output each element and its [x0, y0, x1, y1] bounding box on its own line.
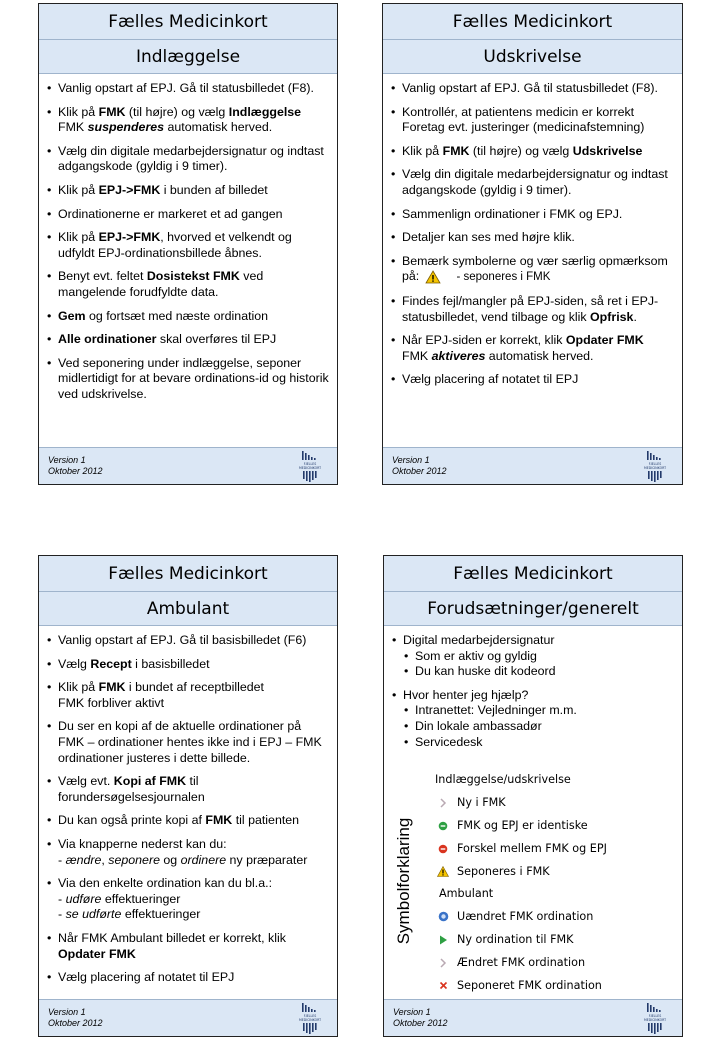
legend-label: Seponeres i FMK: [457, 865, 550, 878]
item-text: (til højre) og vælg: [125, 104, 229, 119]
item-italic: seponere: [108, 852, 160, 867]
item-text: Klik på: [402, 143, 443, 158]
legend-label: FMK og EPJ er identiske: [457, 819, 588, 832]
item-text: Kontrollér, at patientens medicin er korrekt Foretag evt. justeringer (medicinafstemning): [402, 104, 645, 135]
logo-text: MEDICINKORT: [299, 1018, 321, 1022]
legend-row: [435, 974, 607, 997]
item-text: ,: [101, 852, 109, 867]
card-title: Fælles Medicinkort: [39, 556, 337, 592]
date-label: Oktober 2012: [48, 1018, 103, 1028]
instruction-list: [39, 626, 337, 986]
list-item: [391, 333, 674, 364]
legend-label: Ændret FMK ordination: [457, 956, 586, 969]
item-keyword: FMK: [442, 143, 470, 158]
card-ambulant: [38, 555, 338, 1037]
item-italic: udføre: [65, 891, 102, 906]
sub-item: • Din lokale ambassadør: [403, 719, 674, 735]
legend-heading: Indlæggelse/udskrivelse: [435, 773, 571, 786]
item-text: Vælg din digitale medarbejdersignatur og indtast adgangskode (gyldig i 9 timer).: [58, 143, 324, 174]
item-text: Vælg: [58, 656, 91, 671]
version-info: [393, 1007, 448, 1029]
item-keyword: Dosistekst FMK: [146, 269, 240, 284]
card-forudsaetninger: [383, 555, 683, 1037]
item-text: .: [633, 309, 637, 324]
item-text: - seponeres i FMK: [456, 271, 551, 284]
card-title: Fælles Medicinkort: [384, 556, 682, 592]
list-item: [391, 105, 674, 136]
version-info: [48, 455, 103, 477]
item-text: Benyt evt. feltet: [58, 269, 147, 284]
list-item: [47, 813, 329, 829]
logo-text: MEDICINKORT: [644, 1018, 666, 1022]
item-text: FMK forbliver aktivt: [58, 695, 165, 710]
item-text: og: [159, 852, 181, 867]
item-text: effektueringer: [101, 891, 181, 906]
list-item: [47, 230, 329, 261]
item-keyword: EPJ->FMK: [98, 230, 161, 245]
list-item: [47, 309, 329, 325]
vertical-label-text: Symbolforklaring: [394, 817, 413, 945]
item-keyword: FMK: [205, 813, 233, 828]
item-text: , hvorved et velkendt og udfyldt EPJ-ordinationsbillede åbnes.: [58, 230, 292, 260]
item-keyword: aktiveres: [431, 348, 486, 363]
item-text: Når EPJ-siden er korrekt, klik: [402, 333, 566, 348]
item-keyword: Recept: [90, 656, 132, 671]
legend-row: [435, 951, 607, 974]
legend-row: [435, 928, 607, 951]
warning-icon: [425, 270, 441, 284]
item-text: i basisbilledet: [131, 656, 210, 671]
date-label: Oktober 2012: [48, 466, 103, 476]
sub-item: • Servicedesk: [403, 735, 674, 751]
card-footer: [39, 447, 337, 484]
item-text: til forundersøgelsesjournalen: [58, 774, 205, 804]
sub-item: • Som er aktiv og gyldig: [403, 649, 674, 665]
item-text: Via knapperne nederst kan du:: [58, 836, 227, 851]
item-text: Når FMK Ambulant billedet er korrekt, klik: [58, 930, 286, 945]
list-item: [391, 230, 674, 246]
item-italic: ændre: [65, 852, 102, 867]
blue-circle-icon: [435, 911, 451, 922]
item-text: og fortsæt med næste ordination: [85, 308, 269, 323]
legend-row: [435, 905, 607, 928]
item-text: -: [58, 907, 66, 922]
card-footer: [383, 447, 682, 484]
item-text: Ved seponering under indlæggelse, seponer midlertidigt for at bevare ordinations-id og historik ved udskrivelse.: [58, 355, 329, 401]
logo-text: FÆLLES: [648, 462, 662, 466]
item-text: Vanlig opstart af EPJ. Gå til statusbilledet (F8).: [402, 81, 658, 95]
list-item: [47, 144, 329, 175]
list-item: [47, 269, 329, 300]
list-item: [47, 837, 329, 868]
faelles-medicinkort-logo-icon: [299, 451, 321, 483]
item-keyword: Kopi af FMK: [113, 774, 187, 789]
legend-label: Forskel mellem FMK og EPJ: [457, 842, 607, 855]
legend-label: Ny i FMK: [457, 796, 506, 809]
logo-text: FÆLLES: [303, 1014, 317, 1018]
legend-label: Seponeret FMK ordination: [457, 979, 602, 992]
item-text: effektueringer: [121, 907, 201, 922]
item-keyword: Alle ordinationer: [58, 332, 157, 347]
card-title: Fælles Medicinkort: [39, 4, 337, 40]
item-italic: se udførte: [65, 907, 122, 922]
warning-icon: [435, 866, 451, 877]
list-item: [47, 332, 329, 348]
list-item: [47, 774, 329, 805]
item-text: Vælg evt.: [58, 774, 114, 789]
version-label: Version 1: [48, 455, 86, 465]
item-text: i bunden af billedet: [160, 182, 268, 197]
card-title: Fælles Medicinkort: [383, 4, 682, 40]
item-keyword: suspenderes: [87, 120, 165, 135]
item-text: -: [58, 852, 66, 867]
logo-text: FÆLLES: [303, 462, 317, 466]
symbol-legend: [435, 769, 607, 997]
item-text: ny præparater: [226, 852, 308, 867]
list-item: [392, 688, 674, 750]
green-play-icon: [435, 935, 451, 945]
version-info: [48, 1007, 103, 1029]
item-text: FMK: [58, 120, 88, 135]
faelles-medicinkort-logo-icon: [299, 1003, 321, 1035]
version-label: Version 1: [392, 455, 430, 465]
logo-text: MEDICINKORT: [644, 466, 666, 470]
green-circle-icon: [435, 821, 451, 831]
item-text: til patienten: [232, 813, 300, 828]
item-text: Sammenlign ordinationer i FMK og EPJ.: [402, 206, 623, 221]
legend-row: [435, 860, 607, 883]
item-text: -: [58, 891, 66, 906]
list-item: [391, 144, 674, 160]
item-italic: ordinere: [180, 852, 227, 867]
item-text: Du ser en kopi af de aktuelle ordinationer på FMK – ordinationer hentes ikke ind i EPJ – FMK ordinationer justeres i dette billede.: [58, 719, 322, 765]
card-udskrivelse: [382, 3, 683, 485]
card-subtitle: Ambulant: [39, 592, 337, 626]
card-subtitle: Indlæggelse: [39, 40, 337, 74]
list-item: [392, 633, 674, 680]
list-item: [391, 372, 674, 388]
item-keyword: EPJ->FMK: [98, 182, 161, 197]
legend-label: Uændret FMK ordination: [457, 910, 594, 923]
list-item: [47, 657, 329, 673]
item-keyword: FMK: [98, 104, 126, 119]
item-text: Klik på: [58, 182, 99, 197]
sub-item: • Du kan huske dit kodeord: [403, 664, 674, 680]
instruction-list: [384, 626, 682, 750]
list-item: [47, 183, 329, 199]
item-text: Detaljer kan ses med højre klik.: [402, 230, 575, 245]
item-keyword: Opdater FMK: [58, 946, 136, 961]
item-text: Ordinationerne er markeret et ad gangen: [58, 206, 283, 221]
item-text: Vanlig opstart af EPJ. Gå til statusbilledet (F8).: [58, 81, 314, 95]
instruction-list: [383, 74, 682, 388]
list-item: [391, 294, 674, 325]
item-text: Findes fejl/mangler på EPJ-siden, så ret i EPJ-statusbilledet, vend tilbage og klik: [402, 293, 659, 324]
list-item: [47, 105, 329, 136]
card-footer: [384, 999, 682, 1036]
list-item: [47, 680, 329, 711]
item-keyword: Opfrisk: [590, 309, 634, 324]
list-item: [391, 81, 674, 97]
card-subtitle: Forudsætninger/generelt: [384, 592, 682, 626]
list-item: [391, 167, 674, 198]
list-item: [47, 970, 329, 986]
list-item: [391, 207, 674, 223]
version-info: [392, 455, 447, 477]
faelles-medicinkort-logo-icon: [644, 451, 666, 483]
item-text: Vælg din digitale medarbejdersignatur og indtast adgangskode (gyldig i 9 timer).: [402, 167, 668, 197]
list-item: [47, 876, 329, 923]
red-circle-icon: [435, 844, 451, 854]
date-label: Oktober 2012: [393, 1018, 448, 1028]
list-item: [47, 719, 329, 766]
item-keyword: Opdater FMK: [565, 333, 644, 348]
chevron-right-icon: [435, 798, 451, 808]
logo-text: MEDICINKORT: [299, 466, 321, 470]
list-item: [391, 254, 674, 286]
legend-row: [435, 837, 607, 860]
item-keyword: Gem: [58, 308, 86, 323]
item-text: Vanlig opstart af EPJ. Gå til basisbilledet (F6): [58, 633, 307, 647]
version-label: Version 1: [48, 1007, 86, 1017]
list-item: [47, 356, 329, 403]
card-footer: [39, 999, 337, 1036]
symbolforklaring-label: [392, 786, 416, 976]
item-text: Via den enkelte ordination kan du bl.a.:: [58, 876, 273, 891]
item-text: Du kan også printe kopi af: [58, 813, 206, 828]
item-text: skal overføres til EPJ: [156, 332, 277, 347]
version-label: Version 1: [393, 1007, 431, 1017]
legend-heading: Ambulant: [439, 887, 494, 900]
faelles-medicinkort-logo-icon: [644, 1003, 666, 1035]
list-item: [47, 81, 329, 97]
item-text: automatisk herved.: [485, 348, 594, 363]
date-label: Oktober 2012: [392, 466, 447, 476]
item-text: automatisk herved.: [164, 120, 273, 135]
item-text: Vælg placering af notatet til EPJ: [58, 970, 235, 985]
item-text: Klik på: [58, 230, 99, 245]
item-keyword: Indlæggelse: [228, 104, 302, 119]
item-text: FMK: [402, 348, 432, 363]
card-subtitle: Udskrivelse: [383, 40, 682, 74]
red-x-icon: [435, 981, 451, 990]
item-text: (til højre) og vælg: [469, 143, 573, 158]
list-item: [47, 931, 329, 962]
card-indlaeggelse: [38, 3, 338, 485]
item-text: Klik på: [58, 104, 99, 119]
legend-label: Ny ordination til FMK: [457, 933, 574, 946]
logo-text: FÆLLES: [648, 1014, 662, 1018]
item-text: ved mangelende forudfyldte data.: [58, 269, 264, 299]
item-keyword: FMK: [98, 680, 126, 695]
item-text: Vælg placering af notatet til EPJ: [402, 372, 579, 387]
list-item: [47, 207, 329, 223]
item-text: Hvor henter jeg hjælp?: [403, 687, 529, 702]
item-text: Digital medarbejdersignatur: [403, 633, 555, 647]
list-item: [47, 633, 329, 649]
legend-row: [435, 814, 607, 837]
chevron-right-icon: [435, 958, 451, 968]
instruction-list: [39, 74, 337, 403]
item-text: i bundet af receptbilledet: [125, 680, 264, 695]
item-keyword: Udskrivelse: [572, 143, 643, 158]
item-text: Bemærk symbolerne og vær særlig opmærksom på:: [402, 253, 668, 284]
item-text: Klik på: [58, 680, 99, 695]
sub-item: • Intranettet: Vejledninger m.m.: [403, 703, 674, 719]
legend-row: [435, 791, 607, 814]
